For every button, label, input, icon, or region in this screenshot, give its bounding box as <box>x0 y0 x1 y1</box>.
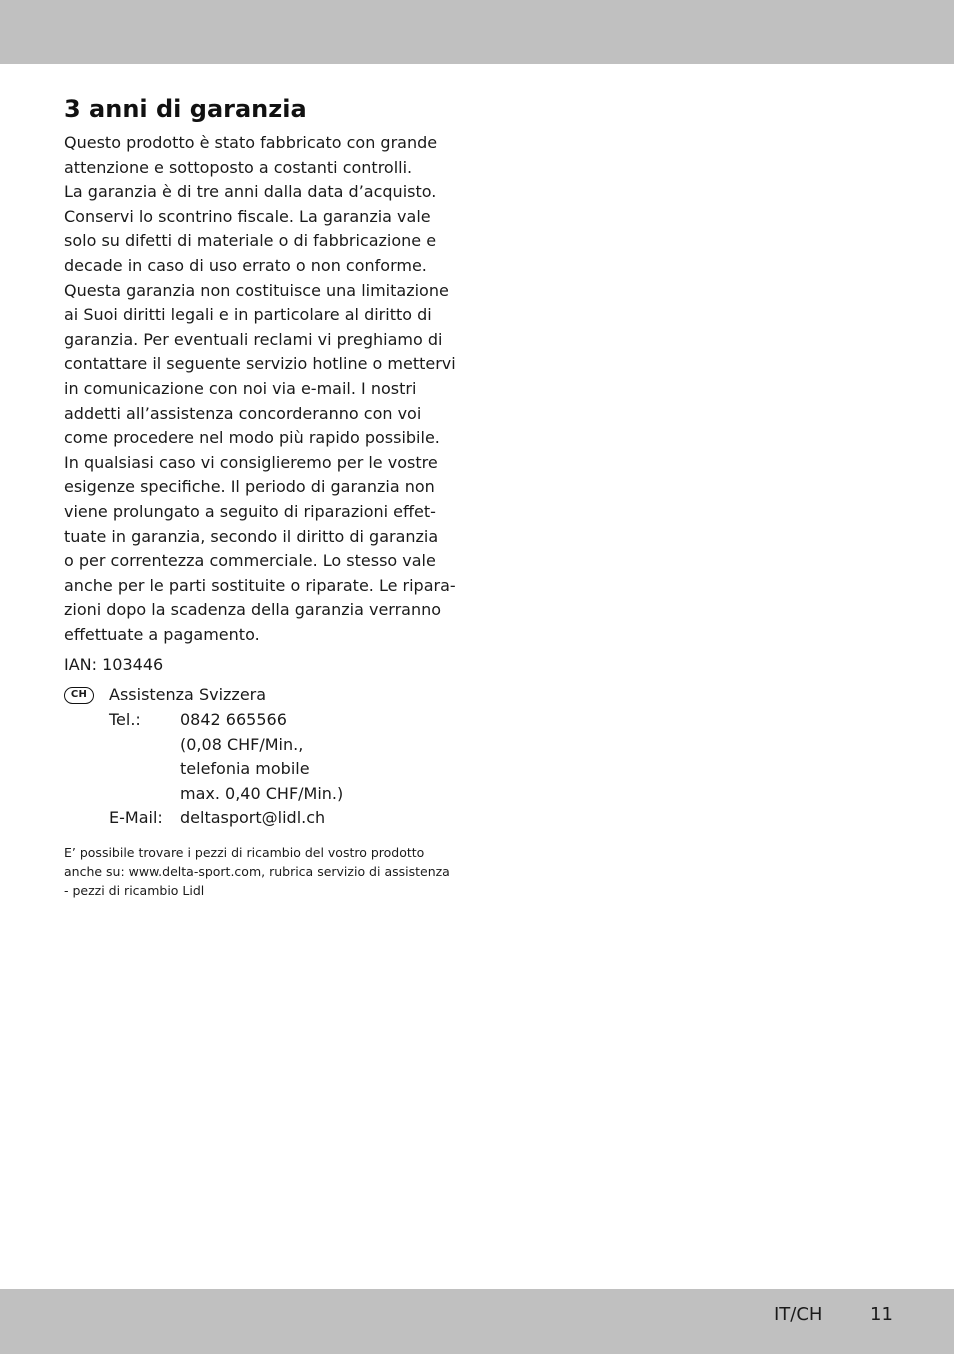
text-line: anche per le parti sostituite o riparate. Le ripara- <box>64 575 456 595</box>
footer-language: IT/CH <box>774 1304 823 1325</box>
page-number: 11 <box>870 1304 893 1325</box>
text-line: In qualsiasi caso vi consiglieremo per le vostre <box>64 452 438 472</box>
page-title: 3 anni di garanzia <box>64 95 307 123</box>
text-line: o per correntezza commerciale. Lo stesso vale <box>64 551 436 571</box>
tel-rate: (0,08 CHF/Min., <box>180 734 304 754</box>
text-line: in comunicazione con noi via e-mail. I nostri <box>64 378 417 398</box>
text-line: ai Suoi diritti legali e in particolare al diritto di <box>64 305 432 325</box>
text-line: Questa garanzia non costituisce una limitazione <box>64 280 449 300</box>
text-line: garanzia. Per eventuali reclami vi preghiamo di <box>64 329 443 349</box>
text-line: viene prolungato a seguito di riparazioni effet- <box>64 501 436 521</box>
text-line: solo su difetti di materiale o di fabbricazione e <box>64 231 437 251</box>
spare-parts-note <box>64 843 464 900</box>
email-label: E-Mail: <box>109 808 163 828</box>
tel-label: Tel.: <box>109 710 141 729</box>
ch-badge-icon: CH <box>64 687 94 704</box>
tel-number: 0842 665566 <box>180 710 287 729</box>
email-address[interactable]: deltasport@lidl.ch <box>180 808 326 828</box>
header-bar <box>0 0 954 64</box>
text-line: effettuate a pagamento. <box>64 624 260 644</box>
note-line: anche su: www.delta-sport.com, rubrica servizio di assistenza <box>64 864 450 879</box>
text-line: tuate in garanzia, secondo il diritto di garanzia <box>64 526 439 546</box>
text-line: attenzione e sottoposto a costanti controlli. <box>64 157 413 177</box>
text-line: decade in caso di uso errato o non conforme. <box>64 255 427 275</box>
tel-mobile: telefonia mobile <box>180 759 310 779</box>
text-line: contattare il seguente servizio hotline o mettervi <box>64 354 456 374</box>
note-line: E’ possibile trovare i pezzi di ricambio del vostro prodotto <box>64 845 425 860</box>
ian-number: IAN: 103446 <box>64 655 164 674</box>
tel-mobile-rate: max. 0,40 CHF/Min.) <box>180 783 344 803</box>
text-line: come procedere nel modo più rapido possibile. <box>64 428 440 448</box>
text-line: Questo prodotto è stato fabbricato con grande <box>64 133 438 152</box>
text-line: La garanzia è di tre anni dalla data d’acquisto. <box>64 182 437 202</box>
warranty-text <box>64 131 464 647</box>
text-line: Conservi lo scontrino fiscale. La garanzia vale <box>64 206 431 226</box>
text-line: addetti all’assistenza concorderanno con voi <box>64 403 422 423</box>
service-heading: Assistenza Svizzera <box>109 685 267 704</box>
note-line: - pezzi di ricambio Lidl <box>64 883 205 898</box>
text-line: esigenze specifiche. Il periodo di garanzia non <box>64 477 435 497</box>
text-line: zioni dopo la scadenza della garanzia verranno <box>64 600 442 620</box>
